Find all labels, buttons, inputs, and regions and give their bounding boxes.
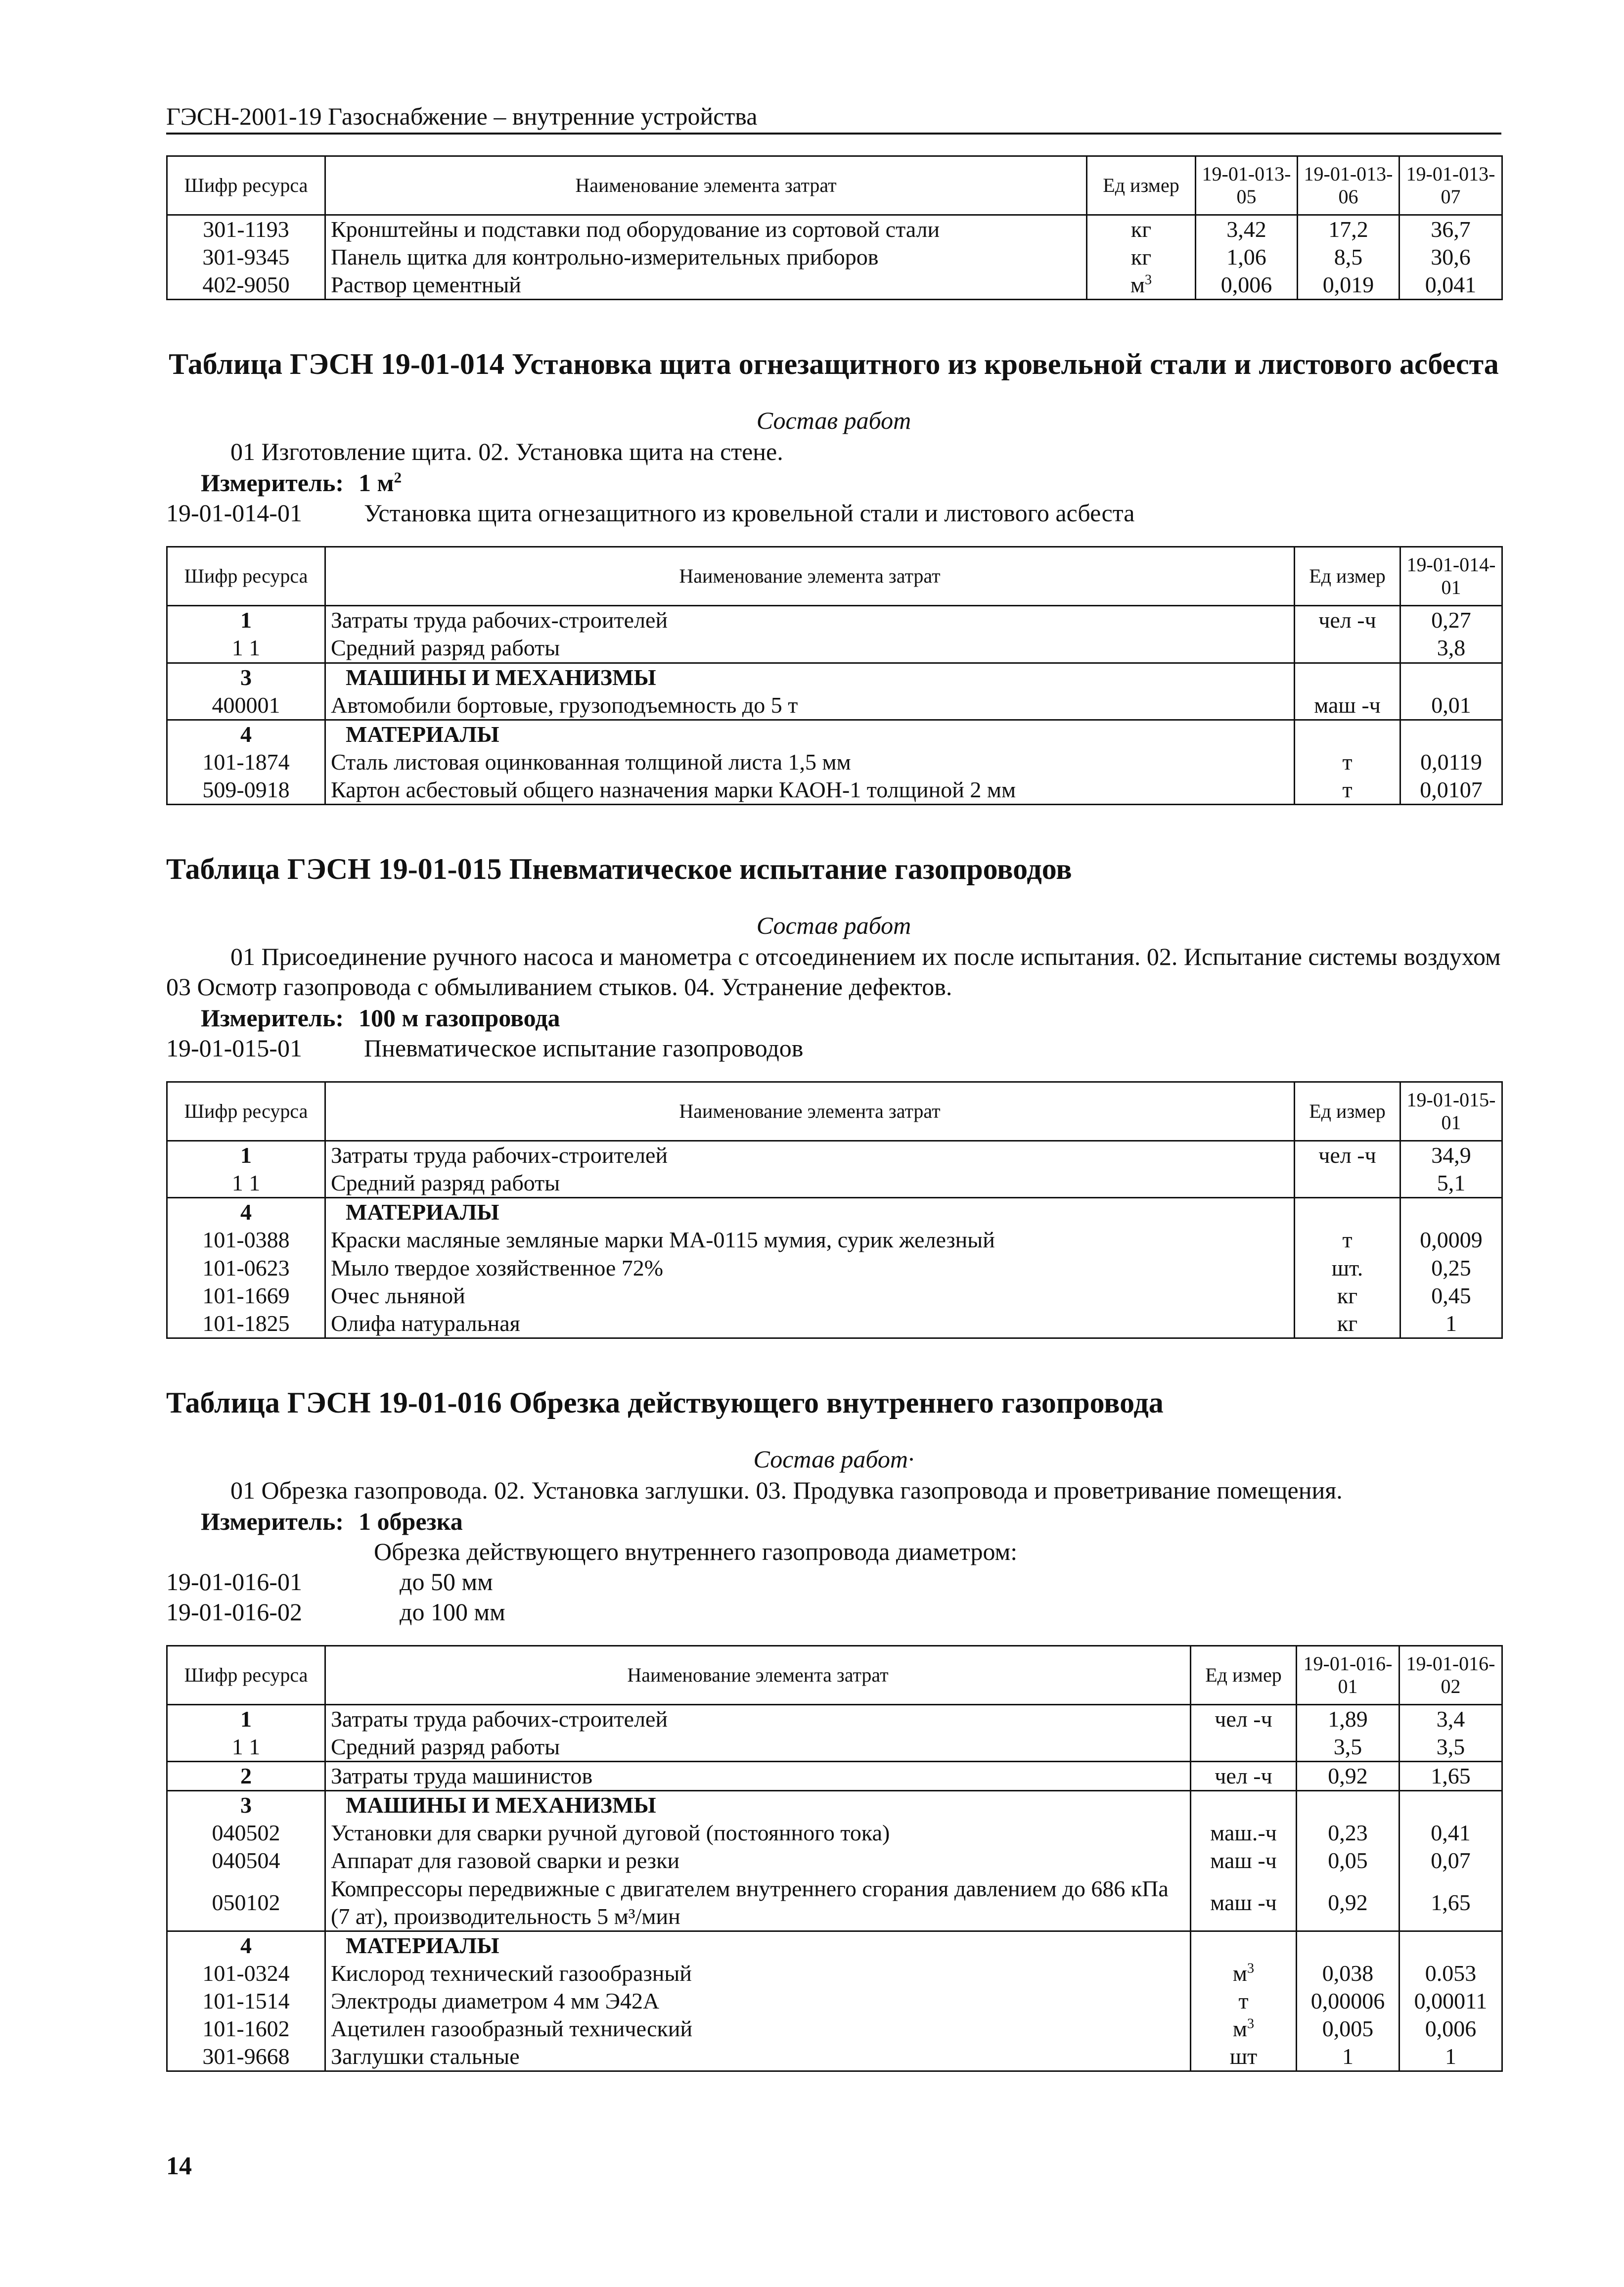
norm-value: 0,07: [1399, 1847, 1502, 1875]
item-line: [166, 498, 1510, 528]
unit: [1191, 1791, 1297, 1820]
norm-value: 0,45: [1400, 1282, 1502, 1310]
section-name: МАТЕРИАЛЫ: [325, 1198, 1295, 1227]
norm-value: 3,8: [1400, 634, 1502, 663]
norm-value: 0,041: [1399, 271, 1502, 300]
resource-code: 101-0324: [167, 1960, 325, 1987]
cost-element-name: Кислород технический газообразный: [325, 1960, 1191, 1987]
unit: $м^3$: [1191, 1960, 1297, 1987]
col-header-code: Шифр ресурса: [167, 1082, 325, 1141]
resource-code: 4: [167, 1198, 325, 1227]
table-row: [167, 1141, 1502, 1170]
col-header-norm: 19-01-015-01: [1400, 1082, 1502, 1141]
works-heading: Состав работ·: [753, 1445, 914, 1473]
resource-code: 1 1: [167, 1169, 325, 1198]
norm-value: 0,038: [1297, 1960, 1399, 1987]
item-line: [166, 1567, 1510, 1597]
col-header-unit: Ед измер: [1295, 547, 1400, 606]
table-row: [167, 606, 1502, 635]
works-description: 01 Присоединение ручного насоса и манометра с отсоединением их после испытания. 02. Испытание системы воздухом 03 Осмотр газопровода с обмыливанием стыков. 04. Устранение дефектов.: [166, 943, 1501, 1001]
norm-value: [1399, 1931, 1502, 1960]
cost-element-name: Ацетилен газообразный технический: [325, 2015, 1191, 2043]
unit: т: [1191, 1987, 1297, 2015]
norm-value: 17,2: [1298, 215, 1399, 244]
resource-code: 040504: [167, 1847, 325, 1875]
unit: т: [1295, 776, 1400, 805]
unit: чел -ч: [1295, 606, 1400, 635]
resource-code: 1 1: [167, 634, 325, 663]
norm-value: 1,65: [1399, 1875, 1502, 1931]
table-row: [167, 1254, 1502, 1282]
norm-value: 0,92: [1297, 1875, 1399, 1931]
resource-code: 400001: [167, 691, 325, 720]
meter-value: 100 м газопровода: [359, 1004, 560, 1032]
item-code: 19-01-014-01: [166, 499, 302, 527]
section-name: МАТЕРИАЛЫ: [325, 1931, 1191, 1960]
table-row: [167, 1847, 1502, 1875]
section-row: [167, 663, 1502, 691]
norm-value: 0,006: [1196, 271, 1298, 300]
norm-value: 0,41: [1399, 1819, 1502, 1847]
col-header-name: Наименование элемента затрат: [325, 1082, 1295, 1141]
cost-element-name: Затраты труда рабочих-строителей: [325, 1704, 1191, 1733]
norm-value: 0,005: [1297, 2015, 1399, 2043]
unit: [1191, 1931, 1297, 1960]
meter-line: [201, 1003, 1510, 1033]
unit: [1191, 1733, 1297, 1762]
running-header: ГЭСН-2001-19 Газоснабжение – внутренние устройства: [166, 101, 1501, 135]
col-header-norm: 19-01-013-06: [1298, 156, 1399, 215]
norm-value: 0,27: [1400, 606, 1502, 635]
cost-table-013: [166, 155, 1503, 300]
unit: кг: [1295, 1282, 1400, 1310]
resource-code: 1: [167, 1141, 325, 1170]
resource-code: 1 1: [167, 1733, 325, 1762]
resource-code: 3: [167, 663, 325, 691]
norm-value: 30,6: [1399, 243, 1502, 271]
cost-table-014: [166, 546, 1503, 805]
table-row: [167, 1762, 1502, 1791]
col-header-norm: 19-01-016-02: [1399, 1646, 1502, 1704]
norm-value: 0,92: [1297, 1762, 1399, 1791]
item-code: 19-01-016-01: [166, 1567, 302, 1596]
section-row: [167, 1791, 1502, 1820]
meter-line: [201, 468, 1510, 498]
resource-code: 050102: [167, 1875, 325, 1931]
table-row: [167, 1819, 1502, 1847]
meter-line: [201, 1507, 1510, 1537]
resource-code: 040502: [167, 1819, 325, 1847]
resource-code: 3: [167, 1791, 325, 1820]
unit: кг: [1295, 1310, 1400, 1338]
resource-code: 101-1514: [167, 1987, 325, 2015]
norm-value: [1399, 1791, 1502, 1820]
item-text: Пневматическое испытание газопроводов: [364, 1034, 804, 1062]
col-header-name: Наименование элемента затрат: [325, 547, 1295, 606]
section-row: [167, 1198, 1502, 1227]
item-line: [166, 1597, 1510, 1627]
unit: [1295, 663, 1400, 691]
norm-value: 1,89: [1297, 1704, 1399, 1733]
norm-value: 0,00011: [1399, 1987, 1502, 2015]
table-row: [167, 1960, 1502, 1987]
col-header-norm: 19-01-016-01: [1297, 1646, 1399, 1704]
norm-value: 0,01: [1400, 691, 1502, 720]
unit: [1295, 634, 1400, 663]
unit: маш -ч: [1191, 1875, 1297, 1931]
unit: т: [1295, 1226, 1400, 1254]
resource-code: 101-0623: [167, 1254, 325, 1282]
resource-code: 101-0388: [167, 1226, 325, 1254]
cost-element-name: Компрессоры передвижные с двигателем внутреннего сгорания давлением до 686 кПа (7 ат), производительность 5 м³/мин: [325, 1875, 1191, 1931]
table-row: [167, 634, 1502, 663]
col-header-unit: Ед измер: [1295, 1082, 1400, 1141]
col-header-norm: 19-01-013-07: [1399, 156, 1502, 215]
col-header-code: Шифр ресурса: [167, 547, 325, 606]
norm-value: [1400, 720, 1502, 748]
unit: [1295, 1198, 1400, 1227]
unit: $м^3$: [1191, 2015, 1297, 2043]
norm-value: 34,9: [1400, 1141, 1502, 1170]
table-row: [167, 1733, 1502, 1762]
norm-value: 3,42: [1196, 215, 1298, 244]
unit: шт: [1191, 2043, 1297, 2071]
resource-code: 301-9345: [167, 243, 325, 271]
meter-value: 1 обрезка: [359, 1507, 463, 1535]
item-code: 19-01-016-02: [166, 1598, 302, 1626]
meter-label: Измеритель:: [201, 1004, 344, 1032]
cost-table-016: [166, 1645, 1503, 2072]
col-header-code: Шифр ресурса: [167, 1646, 325, 1704]
cost-element-name: Средний разряд работы: [325, 634, 1295, 663]
resource-code: 101-1602: [167, 2015, 325, 2043]
resource-code: 301-1193: [167, 215, 325, 244]
table-row: [167, 1226, 1502, 1254]
meter-value: 1 $м^2$: [359, 468, 402, 497]
norm-value: 8,5: [1298, 243, 1399, 271]
table-row: [167, 1282, 1502, 1310]
table-row: [167, 1875, 1502, 1931]
norm-value: [1400, 663, 1502, 691]
section-row: [167, 720, 1502, 748]
resource-code: 101-1669: [167, 1282, 325, 1310]
cost-element-name: Затраты труда машинистов: [325, 1762, 1191, 1791]
norm-value: 36,7: [1399, 215, 1502, 244]
unit: чел -ч: [1191, 1762, 1297, 1791]
table-row: [167, 2043, 1502, 2071]
resource-code: 509-0918: [167, 776, 325, 805]
cost-element-name: Сталь листовая оцинкованная толщиной листа 1,5 мм: [325, 748, 1295, 776]
col-header-unit: Ед измер: [1191, 1646, 1297, 1704]
works-description: 01 Обрезка газопровода. 02. Установка заглушки. 03. Продувка газопровода и проветривание помещения.: [230, 1476, 1343, 1504]
unit: кг: [1087, 243, 1196, 271]
norm-value: 1: [1400, 1310, 1502, 1338]
cost-element-name: Очес льняной: [325, 1282, 1295, 1310]
section-name: МАШИНЫ И МЕХАНИЗМЫ: [325, 1791, 1191, 1820]
norm-value: 0,23: [1297, 1819, 1399, 1847]
norm-value: 5,1: [1400, 1169, 1502, 1198]
meter-label: Измеритель:: [201, 469, 344, 497]
table-title-014: Таблица ГЭСН 19-01-014 Установка щита огнезащитного из кровельной стали и листового асбеста: [169, 348, 1499, 381]
norm-value: 3,5: [1399, 1733, 1502, 1762]
cost-element-name: Заглушки стальные: [325, 2043, 1191, 2071]
cost-element-name: Средний разряд работы: [325, 1169, 1295, 1198]
unit: кг: [1087, 215, 1196, 244]
norm-value: 0,0009: [1400, 1226, 1502, 1254]
resource-code: 101-1825: [167, 1310, 325, 1338]
item-text: Установка щита огнезащитного из кровельной стали и листового асбеста: [364, 499, 1135, 527]
resource-code: 1: [167, 606, 325, 635]
norm-value: 0,019: [1298, 271, 1399, 300]
cost-element-name: Панель щитка для контрольно-измерительных приборов: [325, 243, 1087, 271]
meter-label: Измеритель:: [201, 1507, 344, 1535]
table-row: [167, 1704, 1502, 1733]
table-row: [167, 776, 1502, 805]
norm-value: 0,25: [1400, 1254, 1502, 1282]
unit: маш -ч: [1295, 691, 1400, 720]
norm-value: 1,65: [1399, 1762, 1502, 1791]
item-line: [166, 1033, 1510, 1063]
table-header-row: [167, 547, 1502, 606]
unit: [1295, 720, 1400, 748]
table-row: [167, 215, 1502, 244]
section-name: МАТЕРИАЛЫ: [325, 720, 1295, 748]
unit: шт.: [1295, 1254, 1400, 1282]
norm-value: [1297, 1931, 1399, 1960]
cost-element-name: Картон асбестовый общего назначения марки КАОН-1 толщиной 2 мм: [325, 776, 1295, 805]
unit: $м^3$: [1087, 271, 1196, 300]
col-header-norm: 19-01-013-05: [1196, 156, 1298, 215]
section-row: [167, 1931, 1502, 1960]
cost-element-name: Олифа натуральная: [325, 1310, 1295, 1338]
table-row: [167, 271, 1502, 300]
item-heading: Обрезка действующего внутреннего газопровода диаметром:: [374, 1537, 1018, 1565]
table-row: [167, 748, 1502, 776]
norm-value: [1297, 1791, 1399, 1820]
unit: т: [1295, 748, 1400, 776]
resource-code: 4: [167, 720, 325, 748]
col-header-name: Наименование элемента затрат: [325, 156, 1087, 215]
item-text: до 50 мм: [400, 1567, 493, 1596]
cost-element-name: Мыло твердое хозяйственное 72%: [325, 1254, 1295, 1282]
item-text: до 100 мм: [400, 1598, 505, 1626]
col-header-unit: Ед измер: [1087, 156, 1196, 215]
table-header-row: [167, 1646, 1502, 1704]
works-description: 01 Изготовление щита. 02. Установка щита на стене.: [230, 438, 783, 466]
norm-value: 1: [1399, 2043, 1502, 2071]
norm-value: 1,06: [1196, 243, 1298, 271]
page-number: 14: [166, 2152, 192, 2180]
resource-code: 101-1874: [167, 748, 325, 776]
col-header-name: Наименование элемента затрат: [325, 1646, 1191, 1704]
table-header-row: [167, 1082, 1502, 1141]
resource-code: 1: [167, 1704, 325, 1733]
cost-element-name: Электроды диаметром 4 мм Э42А: [325, 1987, 1191, 2015]
resource-code: 402-9050: [167, 271, 325, 300]
section-name: МАШИНЫ И МЕХАНИЗМЫ: [325, 663, 1295, 691]
norm-value: 3,4: [1399, 1704, 1502, 1733]
cost-element-name: Затраты труда рабочих-строителей: [325, 606, 1295, 635]
norm-value: 0.053: [1399, 1960, 1502, 1987]
norm-value: 0,05: [1297, 1847, 1399, 1875]
norm-value: [1400, 1198, 1502, 1227]
norm-value: 0,00006: [1297, 1987, 1399, 2015]
resource-code: 4: [167, 1931, 325, 1960]
cost-element-name: Средний разряд работы: [325, 1733, 1191, 1762]
unit: [1295, 1169, 1400, 1198]
unit: маш -ч: [1191, 1847, 1297, 1875]
cost-element-name: Затраты труда рабочих-строителей: [325, 1141, 1295, 1170]
unit: чел -ч: [1295, 1141, 1400, 1170]
unit: чел -ч: [1191, 1704, 1297, 1733]
cost-element-name: Раствор цементный: [325, 271, 1087, 300]
cost-table-015: [166, 1081, 1503, 1339]
norm-value: 0,0107: [1400, 776, 1502, 805]
table-title-016: Таблица ГЭСН 19-01-016 Обрезка действующего внутреннего газопровода: [166, 1386, 1164, 1419]
table-row: [167, 1310, 1502, 1338]
works-heading: Состав работ: [756, 912, 911, 940]
norm-value: 0,0119: [1400, 748, 1502, 776]
table-row: [167, 691, 1502, 720]
cost-element-name: Краски масляные земляные марки МА-0115 мумия, сурик железный: [325, 1226, 1295, 1254]
cost-element-name: Кронштейны и подставки под оборудование из сортовой стали: [325, 215, 1087, 244]
table-row: [167, 1987, 1502, 2015]
col-header-norm: 19-01-014-01: [1400, 547, 1502, 606]
table-header-row: [167, 156, 1502, 215]
table-row: [167, 243, 1502, 271]
unit: маш.-ч: [1191, 1819, 1297, 1847]
cost-element-name: Автомобили бортовые, грузоподъемность до 5 т: [325, 691, 1295, 720]
norm-value: 0,006: [1399, 2015, 1502, 2043]
cost-element-name: Аппарат для газовой сварки и резки: [325, 1847, 1191, 1875]
table-row: [167, 1169, 1502, 1198]
col-header-code: Шифр ресурса: [167, 156, 325, 215]
norm-value: 3,5: [1297, 1733, 1399, 1762]
cost-element-name: Установки для сварки ручной дуговой (постоянного тока): [325, 1819, 1191, 1847]
resource-code: 2: [167, 1762, 325, 1791]
works-heading: Состав работ: [756, 407, 911, 435]
table-row: [167, 2015, 1502, 2043]
item-code: 19-01-015-01: [166, 1034, 302, 1062]
norm-value: 1: [1297, 2043, 1399, 2071]
resource-code: 301-9668: [167, 2043, 325, 2071]
table-title-015: Таблица ГЭСН 19-01-015 Пневматическое испытание газопроводов: [166, 853, 1072, 886]
